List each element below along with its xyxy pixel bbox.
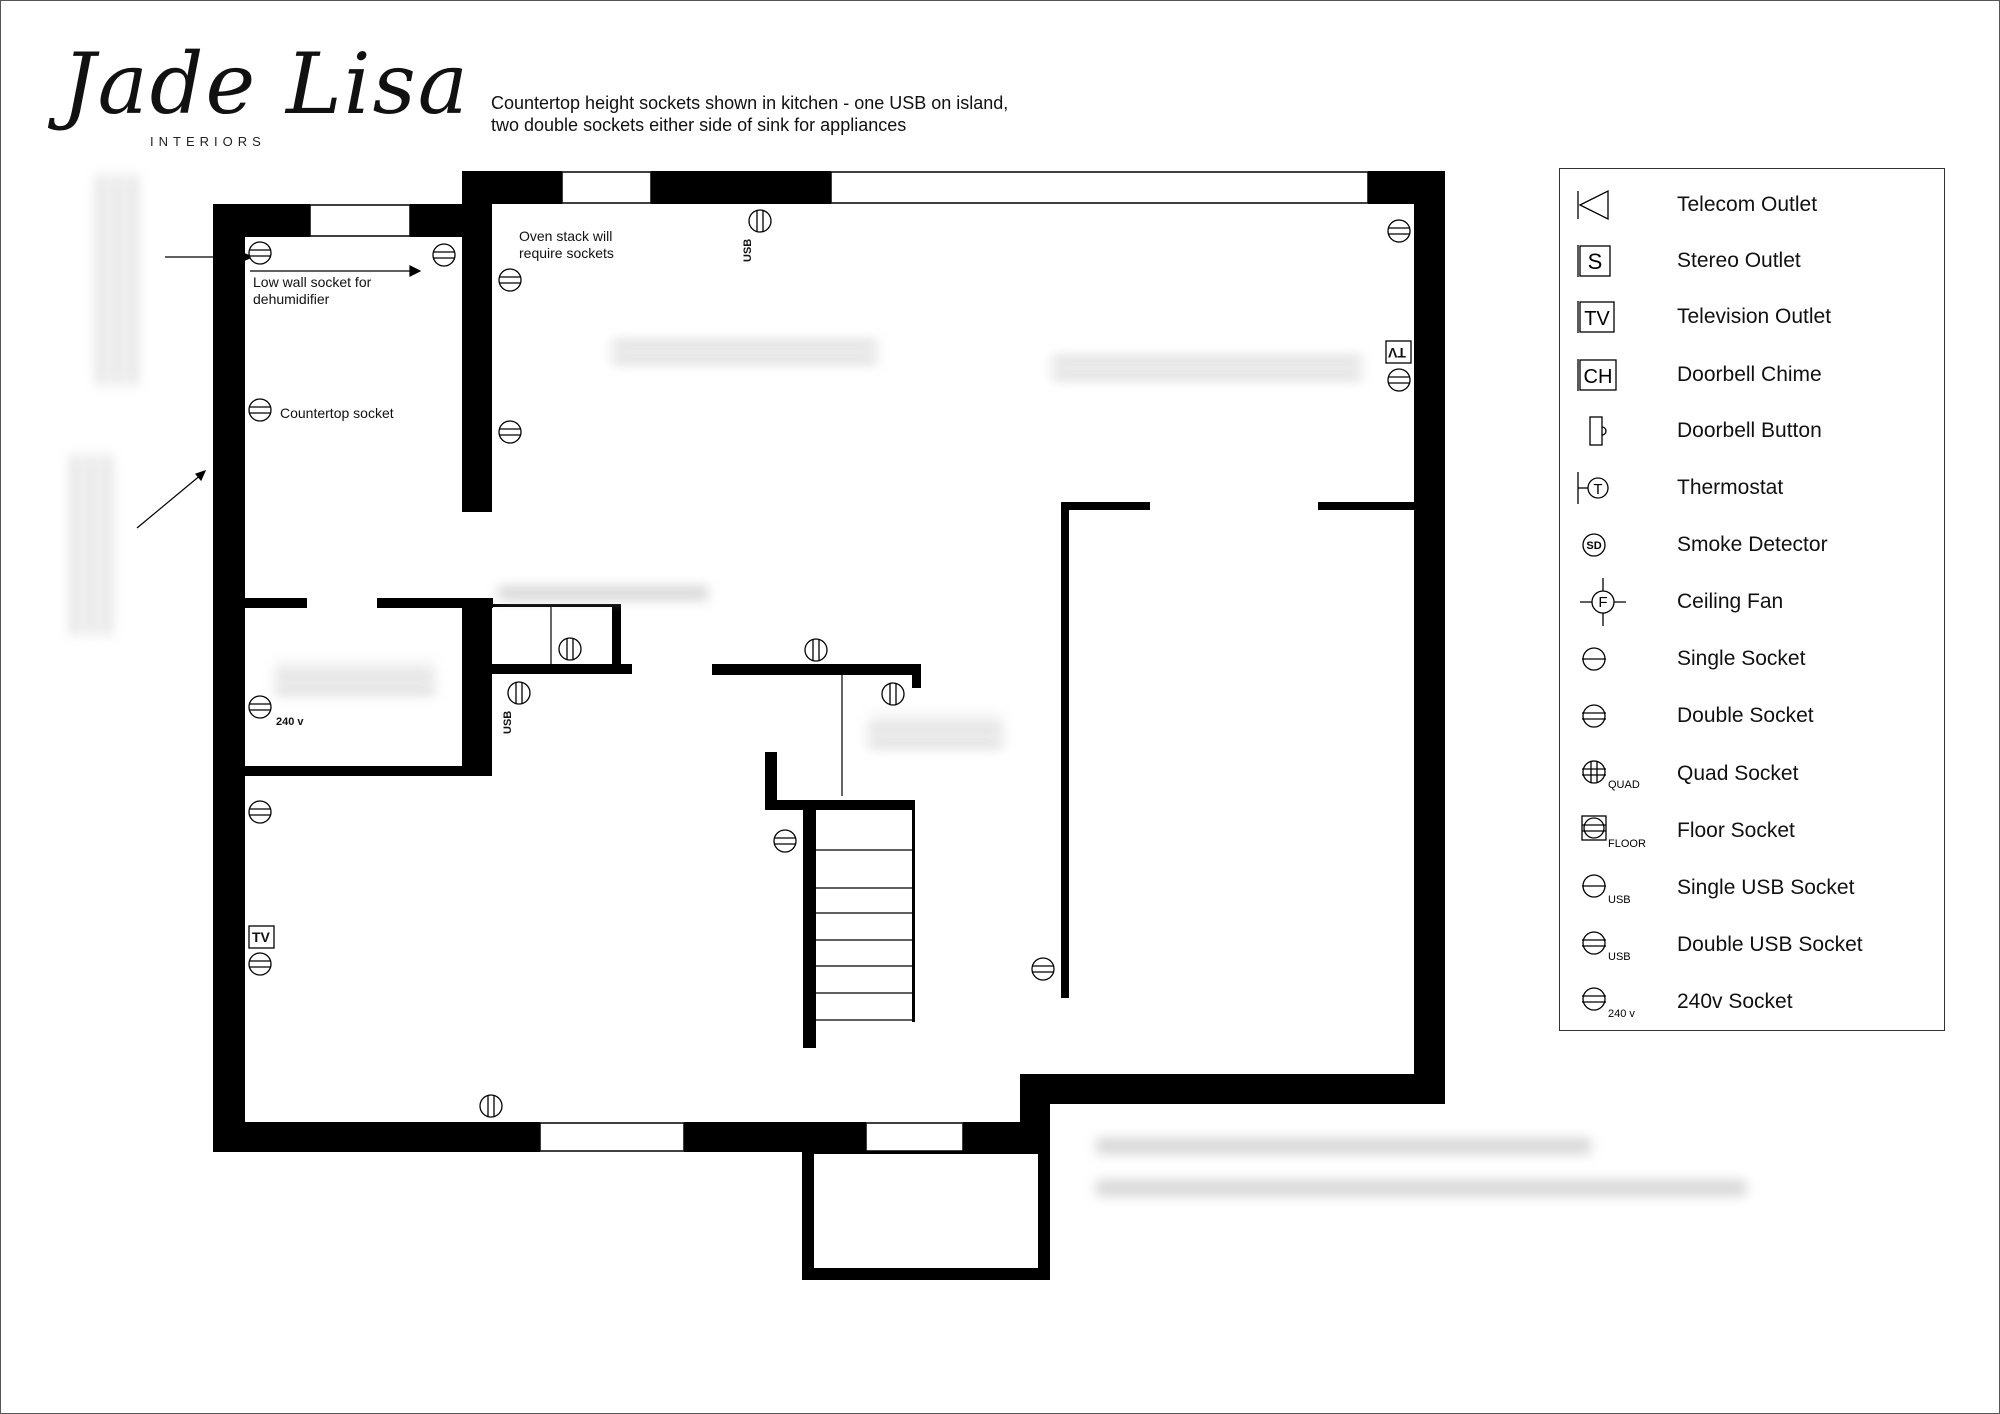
legend-item-quad-socket <box>1560 754 1944 794</box>
double-socket-icon <box>249 953 271 975</box>
double-socket-icon <box>1032 958 1054 980</box>
legend-item-doorbell-button <box>1560 411 1944 451</box>
legend-label: Smoke Detector <box>1677 533 1828 556</box>
legend-label: Television Outlet <box>1677 305 1832 328</box>
floor-socket-icon <box>1574 811 1654 851</box>
wall-kitchen-divider <box>462 204 492 512</box>
blurred-note-kitchen <box>612 333 877 363</box>
wall-south-c <box>963 1122 1050 1152</box>
single-socket-icon <box>1574 639 1654 679</box>
single-usb-socket-icon <box>1574 868 1654 908</box>
double-socket-icon <box>1574 696 1654 736</box>
chime-symbol-text: CH <box>1583 366 1613 388</box>
wall-hall-west <box>1061 502 1069 998</box>
usb-label-top: USB <box>742 238 754 262</box>
double-socket-icon <box>433 244 455 266</box>
wall-stair-east <box>912 800 915 1022</box>
wall-utility-top-a <box>245 598 307 608</box>
window-n2 <box>562 172 651 203</box>
window-n3 <box>831 172 1368 203</box>
blurred-note-living <box>1052 349 1362 379</box>
wall-north-step <box>462 171 562 204</box>
double-socket-icon <box>499 421 521 443</box>
usb-socket-icon <box>749 210 771 232</box>
legend-item-chime <box>1560 355 1944 395</box>
legend <box>1559 168 1945 1031</box>
double-socket-icon <box>882 683 904 705</box>
smoke-detector-icon <box>1574 525 1654 565</box>
double-socket-icon <box>249 399 271 421</box>
wall-south-east <box>1020 1074 1445 1104</box>
double-socket-icon <box>774 830 796 852</box>
double-socket-icon <box>499 269 521 291</box>
double-socket-icon <box>480 1095 502 1117</box>
legend-item-stereo <box>1560 241 1944 281</box>
wall-west <box>213 204 245 1152</box>
legend-label: Single Socket <box>1677 647 1806 670</box>
double-socket-icon <box>1388 369 1410 391</box>
legend-label: Double USB Socket <box>1677 933 1863 956</box>
window-s1 <box>540 1123 684 1151</box>
legend-item-fan <box>1560 582 1944 622</box>
wall-south-a <box>213 1122 540 1152</box>
tv-outlets <box>249 341 1411 948</box>
doorbell-button-icon <box>1574 411 1654 451</box>
window-s2 <box>866 1123 963 1151</box>
arrow-head-2 <box>410 266 420 276</box>
fan-symbol-text: F <box>1598 594 1608 611</box>
countertop-socket-label: Countertop socket <box>280 405 394 421</box>
floor-symbol-text: FLOOR <box>1608 838 1646 850</box>
wall-stair-west <box>803 800 816 1048</box>
wall-closet-east <box>612 604 621 668</box>
tv-outlet-label-rotated: TV <box>1388 345 1406 361</box>
wall-closet-bottom <box>492 664 632 674</box>
wall-stair-stub <box>912 664 921 688</box>
wall-east <box>1414 171 1445 1104</box>
legend-item-smoke <box>1560 525 1944 565</box>
double-socket-icon <box>1388 220 1410 242</box>
wall-south-b <box>684 1122 866 1152</box>
wall-porch-south <box>802 1268 1050 1280</box>
wall-stair-b <box>765 800 915 810</box>
quad-symbol-text: QUAD <box>1608 779 1640 791</box>
legend-label: Double Socket <box>1677 704 1814 727</box>
double-socket-icon <box>249 801 271 823</box>
double-usb-socket-icon <box>1574 925 1654 965</box>
doorbell-chime-icon <box>1574 355 1654 395</box>
top-note-line-1: Countertop height sockets shown in kitchen - one USB on island, <box>491 93 1009 113</box>
arrow-head-3 <box>196 471 205 480</box>
240v-label: 240 v <box>276 716 304 728</box>
usb-socket-icon <box>508 682 530 704</box>
brand-logo-script: Jade Lisa <box>62 35 470 133</box>
oven-stack-label: Oven stack will require sockets <box>519 228 614 261</box>
blurred-note-bottom-2 <box>1096 1180 1746 1196</box>
low-wall-socket-label: Low wall socket for dehumidifier <box>253 274 372 307</box>
television-outlet-icon <box>1574 297 1654 337</box>
legend-label: 240v Socket <box>1677 990 1793 1013</box>
legend-label: Stereo Outlet <box>1677 249 1801 272</box>
legend-item-tv <box>1560 297 1944 337</box>
legend-item-single-usb <box>1560 868 1944 908</box>
wall-north-left-a <box>213 204 310 237</box>
tv-outlet-label: TV <box>252 929 270 945</box>
usb-label-utility: USB <box>502 710 514 734</box>
blurred-note-stair <box>868 715 1003 747</box>
ceiling-fan-icon <box>1574 574 1654 630</box>
240v-socket-icon <box>1574 982 1654 1022</box>
double-socket-icon <box>805 639 827 661</box>
double-socket-icon <box>249 242 271 264</box>
usb1-symbol-text: USB <box>1608 894 1631 906</box>
wall-utility-bottom <box>245 766 492 776</box>
blurred-note-vertical-2 <box>72 455 112 635</box>
wall-stair-top <box>712 664 920 675</box>
blurred-note-bottom-1 <box>1096 1138 1591 1154</box>
wall-hall-top-b <box>1318 502 1414 510</box>
tv-symbol-text: TV <box>1584 308 1610 330</box>
wall-north-mid <box>651 171 831 204</box>
quad-socket-icon <box>1574 754 1654 794</box>
wall-closet-top <box>492 604 620 607</box>
arrow-line-3 <box>137 474 202 528</box>
legend-label: Telecom Outlet <box>1677 193 1818 216</box>
legend-label: Ceiling Fan <box>1677 590 1784 613</box>
legend-item-floor-socket <box>1560 811 1944 851</box>
legend-label: Quad Socket <box>1677 762 1799 785</box>
legend-label: Floor Socket <box>1677 819 1795 842</box>
wall-porch-east <box>1038 1150 1050 1280</box>
stereo-outlet-icon <box>1574 241 1654 281</box>
wall-utility-east <box>462 598 492 776</box>
interior-walls <box>245 204 1414 1048</box>
wall-north-left-b <box>410 204 462 237</box>
legend-item-single-socket <box>1560 639 1944 679</box>
legend-label: Single USB Socket <box>1677 876 1855 899</box>
double-socket-icon <box>559 638 581 660</box>
legend-label: Doorbell Chime <box>1677 363 1822 386</box>
legend-item-double-usb <box>1560 925 1944 965</box>
legend-item-double-socket <box>1560 696 1944 736</box>
telecom-outlet-icon <box>1574 185 1654 225</box>
240v-socket-icon <box>249 696 271 718</box>
blurred-note-utility <box>275 662 435 694</box>
legend-label: Thermostat <box>1677 476 1784 499</box>
legend-item-240v <box>1560 982 1944 1022</box>
thermostat-symbol-text: T <box>1593 481 1603 498</box>
blurred-note-closet <box>498 586 708 600</box>
top-note-line-2: two double sockets either side of sink for appliances <box>491 115 907 135</box>
legend-label: Doorbell Button <box>1677 419 1822 442</box>
smoke-symbol-text: SD <box>1586 540 1602 552</box>
window-n1 <box>310 205 410 236</box>
blurred-note-vertical-1 <box>98 175 146 385</box>
legend-item-telecom <box>1560 185 1944 225</box>
usb2-symbol-text: USB <box>1608 951 1631 963</box>
brand-logo-subtitle: INTERIORS <box>150 134 266 149</box>
legend-item-thermostat <box>1560 468 1944 508</box>
stereo-symbol-text: S <box>1587 249 1603 274</box>
wall-hall-top-a <box>1061 502 1150 510</box>
thermostat-icon <box>1574 468 1654 508</box>
wall-porch-west <box>802 1150 814 1280</box>
240v-symbol-text: 240 v <box>1608 1008 1635 1020</box>
